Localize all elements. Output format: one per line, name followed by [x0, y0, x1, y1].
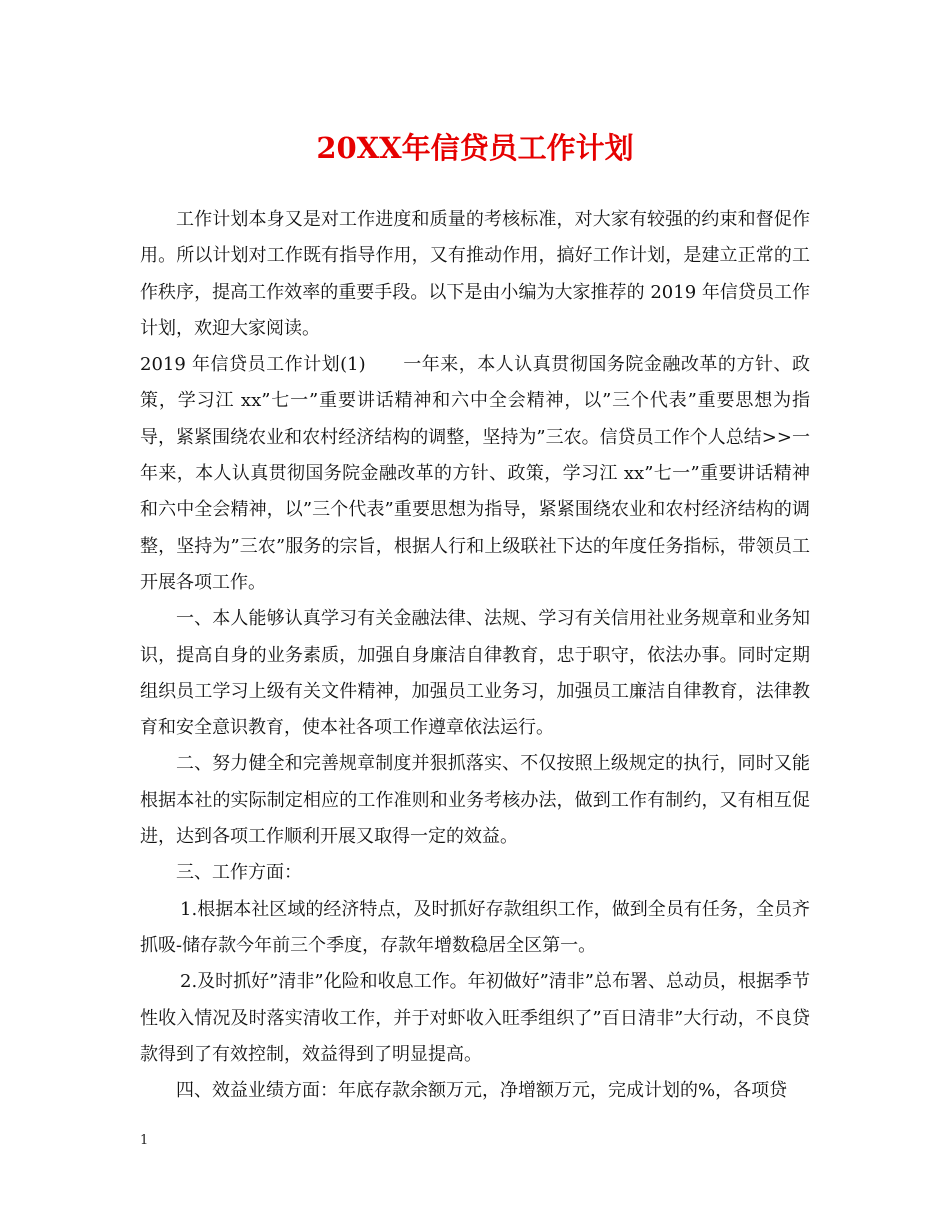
- paragraph-section-3-heading: 三、工作方面：: [176, 862, 302, 884]
- paragraph-item-1: 1.根据本社区域的经济特点，及时抓好存款组织工作，做到全员有任务，全员齐抓吸-储存款今年前三个季度，存款年增数稳居全区第一。: [140, 898, 810, 956]
- document-title: 20XX年信贷员工作计划: [316, 131, 634, 165]
- paragraph-section-2: 二、努力健全和完善规章制度并狠抓落实、不仅按照上级规定的执行，同时又能根据本社的实际制定相应的工作准则和业务考核办法，做到工作有制约，又有相互促进，达到各项工作顺利开展又取得一定的效益。: [140, 753, 810, 848]
- document-body: [140, 202, 810, 1109]
- page-number: 1: [140, 1133, 149, 1148]
- paragraph-section-4: 四、效益业绩方面：年底存款余额万元，净增额万元，完成计划的%，各项贷: [176, 1080, 788, 1102]
- paragraph-item-2: 2.及时抓好”清非”化险和收息工作。年初做好”清非”总布署、总动员，根据季节性收入情况及时落实清收工作，并于对虾收入旺季组织了”百日清非”大行动，不良贷款得到了有效控制，效益得到了明显提高。: [140, 971, 810, 1065]
- paragraph-section-1: 一、本人能够认真学习有关金融法律、法规、学习有关信用社业务规章和业务知识，提高自身的业务素质，加强自身廉洁自律教育，忠于职守，依法办事。同时定期组织员工学习上级有关文件精神，加强员工业务习，加强员工廉洁自律教育，法律教育和安全意识教育，使本社各项工作遵章依法运行。: [140, 608, 810, 739]
- paragraph-plan-1: 2019 年信贷员工作计划(1) 一年来，本人认真贯彻国务院金融改革的方针、政策，学习江 xx”七一”重要讲话精神和六中全会精神，以”三个代表”重要思想为指导，紧紧围绕农业和农村经济结构的调整，坚持为”三农。信贷员工作个人总结>>一年来，本人认真贯彻国务院金融改革的方针、政策，学习江 xx”七一”重要讲话精神和六中全会精神，以”三个代表”重要思想为指导，紧紧围绕农业和农村经济结构的调整，坚持为”三农”服务的宗旨，根据人行和上级联社下达的年度任务指标，带领员工开展各项工作。: [140, 354, 810, 593]
- paragraph-intro: 工作计划本身又是对工作进度和质量的考核标准，对大家有较强的约束和督促作用。所以计划对工作既有指导作用，又有推动作用，搞好工作计划，是建立正常的工作秩序，提高工作效率的重要手段。以下是由小编为大家推荐的 2019 年信贷员工作计划，欢迎大家阅读。: [140, 209, 810, 339]
